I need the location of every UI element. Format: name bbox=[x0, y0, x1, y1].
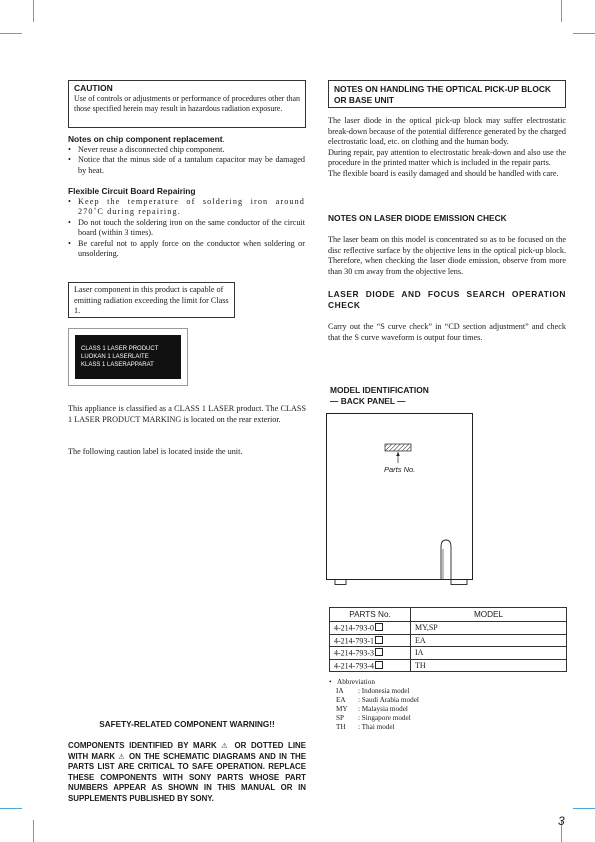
caution-box bbox=[68, 80, 306, 128]
list-item: MY : Malaysia model bbox=[336, 705, 408, 713]
parts-table bbox=[329, 607, 567, 672]
blank-box-icon bbox=[375, 636, 383, 644]
part-number: 4-214-793-3 bbox=[334, 648, 374, 658]
model-id-subtitle: — BACK PANEL — bbox=[330, 396, 406, 406]
pickup-para: The flexible board is easily damaged and should be handled with care. bbox=[328, 168, 559, 178]
chip-notes-list bbox=[68, 145, 305, 177]
col-header: MODEL bbox=[411, 608, 567, 622]
crop-mark-bottom-left-v bbox=[33, 820, 34, 842]
list-item: • Be careful not to apply force on the conductor when soldering or unsoldering. bbox=[68, 239, 305, 260]
model-cell: IA bbox=[411, 647, 567, 660]
page-number: 3 bbox=[558, 814, 565, 828]
list-item: • Never reuse a disconnected chip component. bbox=[68, 145, 305, 156]
crop-mark-top-right-v bbox=[561, 0, 562, 22]
crop-mark-top-right-h bbox=[573, 33, 595, 34]
laser-component-box bbox=[68, 282, 235, 318]
list-item: SP : Singapore model bbox=[336, 714, 411, 722]
laser-label-line: CLASS 1 LASER PRODUCT bbox=[81, 346, 159, 352]
blank-box-icon bbox=[375, 661, 383, 669]
caution-label-text: The following caution label is located inside the unit. bbox=[68, 447, 243, 456]
model-cell: TH bbox=[411, 659, 567, 672]
pickup-title-box bbox=[328, 80, 566, 108]
warning-mark-icon: ⚠ bbox=[221, 742, 230, 750]
list-item: IA : Indonesia model bbox=[336, 687, 410, 695]
laser-label-line: KLASS 1 LASERAPPARAT bbox=[81, 362, 154, 368]
table-row bbox=[330, 647, 567, 660]
flex-board-list bbox=[68, 197, 305, 261]
model-id-title: MODEL IDENTIFICATION bbox=[330, 385, 429, 395]
caution-title: CAUTION bbox=[74, 83, 113, 93]
abbreviation-section bbox=[329, 678, 529, 732]
col-header: PARTS No. bbox=[330, 608, 411, 622]
crop-mark-top-left-h bbox=[0, 33, 22, 34]
laser-label bbox=[75, 335, 181, 379]
blank-box-icon bbox=[375, 648, 383, 656]
back-panel-diagram bbox=[326, 412, 476, 590]
list-item: EA : Saudi Arabia model bbox=[336, 696, 419, 704]
list-item: TH : Thai model bbox=[336, 723, 395, 731]
laser-label-frame bbox=[68, 328, 188, 386]
model-cell: MY,SP bbox=[411, 622, 567, 635]
parts-no-label: Parts No. bbox=[384, 465, 416, 474]
list-item: • Do not touch the soldering iron on the same conductor of the circuit board (within 3 times). bbox=[68, 218, 305, 239]
list-item: • Keep the temperature of soldering iron around 270˚C during repairing. bbox=[68, 197, 305, 218]
model-cell: EA bbox=[411, 634, 567, 647]
class-text: This appliance is classified as a CLASS 1 LASER product. The CLASS 1 LASER PRODUCT MARKING is located on the rear exterior. bbox=[68, 404, 306, 424]
laser-label-line: LUOKAN 1 LASERLAITE bbox=[81, 354, 149, 360]
table-row bbox=[330, 634, 567, 647]
warning-mark-icon: ⚠ bbox=[118, 752, 126, 761]
part-number: 4-214-793-4 bbox=[334, 661, 374, 670]
list-item: • Notice that the minus side of a tantalum capacitor may be damaged by heat. bbox=[68, 155, 305, 176]
blank-box-icon bbox=[375, 623, 383, 631]
back-panel-foot-left bbox=[335, 580, 346, 585]
table-header-row bbox=[330, 608, 567, 622]
crop-mark-bottom-left-h bbox=[0, 808, 22, 809]
crop-mark-top-left-v bbox=[33, 0, 34, 22]
chip-notes-section bbox=[68, 134, 305, 176]
flex-board-section bbox=[68, 186, 305, 260]
pickup-body bbox=[328, 116, 566, 180]
table-row bbox=[330, 622, 567, 635]
emission-text: The laser beam on this model is concentrated so as to be focused on the disc reflective surface by the objective lens in the optical pick-up block. Therefore, when checking the laser diode emission, observe from more than 30 cm away from the objective lens. bbox=[328, 235, 566, 276]
laser-component-text: Laser component in this product is capable of emitting radiation exceeding the limit for Class 1. bbox=[74, 285, 229, 316]
focus-text: Carry out the “S curve check” in “CD section adjustment” and check that the S curve waveform is output four times. bbox=[328, 322, 566, 342]
abbreviation-title: • Abbreviation bbox=[329, 678, 375, 686]
safety-title: SAFETY-RELATED COMPONENT WARNING!! bbox=[99, 720, 275, 729]
part-number: 4-214-793-0 bbox=[334, 623, 374, 633]
arrow-head-icon bbox=[396, 452, 400, 456]
pickup-title: NOTES ON HANDLING THE OPTICAL PICK-UP BLOCK OR BASE UNIT bbox=[334, 84, 551, 105]
pickup-para: During repair, pay attention to electrostatic break-down and also use the procedure in the printed matter which is included in the repair parts. bbox=[328, 147, 566, 168]
back-panel-foot-right bbox=[451, 580, 467, 585]
parts-label-hatch bbox=[385, 444, 411, 451]
caution-text: Use of controls or adjustments or performance of procedures other than those specified herein may result in hazardous radiation exposure. bbox=[74, 93, 300, 113]
abbreviation-list bbox=[336, 687, 419, 732]
part-number: 4-214-793-1 bbox=[334, 636, 374, 645]
safety-text: COMPONENTS IDENTIFIED BY MARK ⚠ OR DOTTED LINE WITH MARK ⚠ ON THE SCHEMATIC DIAGRAMS AND IN THE PARTS LIST ARE CRITICAL TO SAFE OPERATION. REPLACE THESE COMPONENTS WITH SONY PARTS WHOSE PART NUMBERS APPEAR AS SHOWN IN THIS MANUAL OR IN SUPPLEMENTS PUBLISHED BY SONY. bbox=[68, 741, 306, 803]
power-cord bbox=[441, 540, 451, 579]
pickup-para: The laser diode in the optical pick-up block may suffer electrostatic break-down because of the potential difference generated by the charged electrostatic load, etc. on clothing and the human body. bbox=[328, 116, 566, 147]
flex-board-title: Flexible Circuit Board Repairing bbox=[68, 186, 196, 196]
chip-notes-title: Notes on chip component replacement. bbox=[68, 134, 225, 144]
emission-title: NOTES ON LASER DIODE EMISSION CHECK bbox=[328, 213, 507, 223]
crop-mark-bottom-right-h bbox=[573, 808, 595, 809]
table-row bbox=[330, 659, 567, 672]
focus-title: LASER DIODE AND FOCUS SEARCH OPERATION CHECK bbox=[328, 289, 566, 310]
